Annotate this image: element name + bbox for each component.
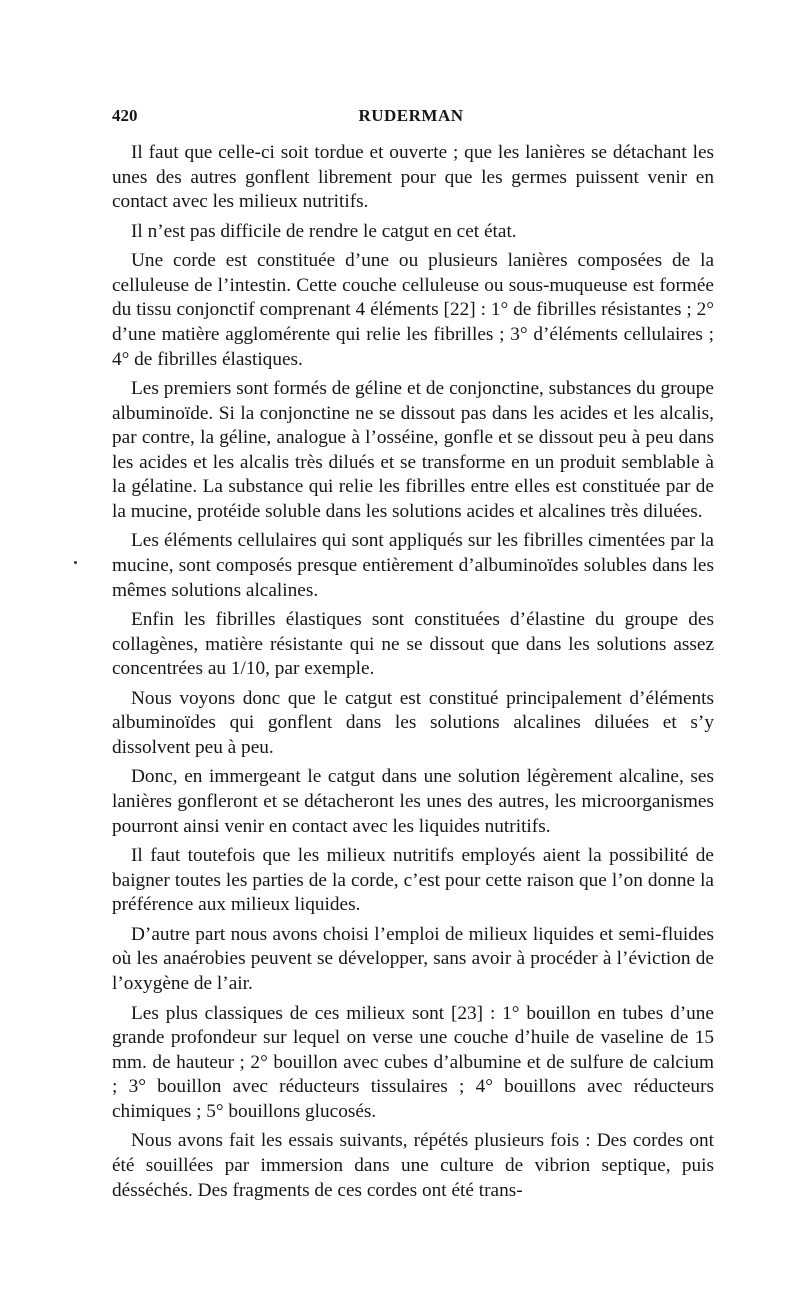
- paragraph: Les premiers sont formés de géline et de conjonctine, substances du groupe albuminoïde. Si la conjonctine ne se dissout pas dans les acides et les alcalis, par contre, la géline, analogue à l’osséine, gonfle et se dissout peu à peu dans les acides et les alcalis très dilués et se transforme en un produit semblable à la gélatine. La substance qui relie les fibrilles entre elles est constituée par de la mucine, protéide soluble dans les solutions acides et alcalines très diluées.: [112, 378, 714, 522]
- paragraph: Il n’est pas difficile de rendre le catgut en cet état.: [131, 220, 517, 242]
- paragraph: Donc, en immergeant le catgut dans une solution légèrement alcaline, ses lanières gonfleront et se détacheront les unes des autres, les microorganismes pourront ainsi venir en contact avec les liquides nutritifs.: [112, 766, 714, 837]
- paragraph: Nous avons fait les essais suivants, répétés plusieurs fois : Des cordes ont été souillées par immersion dans une culture de vibrion septique, puis désséchés. Des fragments de ces cordes ont été trans-: [112, 1130, 714, 1201]
- paragraph: Nous voyons donc que le catgut est constitué principalement d’éléments albuminoïdes qui gonflent dans les solutions alcalines diluées et s’y dissolvent peu à peu.: [112, 687, 714, 758]
- paragraph: Les éléments cellulaires qui sont appliqués sur les fibrilles cimentées par la mucine, sont composés presque entièrement d’albuminoïdes solubles dans les mêmes solutions alcalines.: [112, 530, 714, 601]
- page-header: [112, 106, 710, 130]
- running-title: RUDERMAN: [358, 106, 464, 125]
- margin-dot-mark: [74, 561, 77, 564]
- page-number: 420: [112, 106, 138, 125]
- paragraph: Enfin les fibrilles élastiques sont constituées d’élastine du groupe des collagènes, matière résistante qui ne se dissout que dans les solutions assez concentrées au 1/10, par exemple.: [112, 609, 714, 680]
- paragraph: Il faut toutefois que les milieux nutritifs employés aient la possibilité de baigner toutes les parties de la corde, c’est pour cette raison que l’on donne la préférence aux milieux liquides.: [112, 845, 714, 916]
- paragraph: Une corde est constituée d’une ou plusieurs lanières composées de la celluleuse de l’intestin. Cette couche celluleuse ou sous-muqueuse est formée du tissu conjonctif comprenant 4 éléments [22] : 1° de fibrilles résistantes ; 2° d’une matière agglomérente qui relie les fibrilles ; 3° d’éléments cellulaires ; 4° de fibrilles élastiques.: [112, 250, 714, 370]
- paragraph: Les plus classiques de ces milieux sont [23] : 1° bouillon en tubes d’une grande profondeur sur lequel on verse une couche d’huile de vaseline de 15 mm. de hauteur ; 2° bouillon avec cubes d’albumine et de sulfure de calcium ; 3° bouillon avec réducteurs tissulaires ; 4° bouillons avec réducteurs chimiques ; 5° bouillons glucosés.: [112, 1002, 714, 1122]
- body-text: [112, 141, 714, 1203]
- paragraph: D’autre part nous avons choisi l’emploi de milieux liquides et semi-fluides où les anaérobies peuvent se développer, sans avoir à procéder à l’éviction de l’oxygène de l’air.: [112, 923, 714, 995]
- paragraph: Il faut que celle-ci soit tordue et ouverte ; que les lanières se détachant les unes des autres gonflent librement pour que les germes puissent venir en contact avec les milieux nutritifs.: [112, 142, 714, 213]
